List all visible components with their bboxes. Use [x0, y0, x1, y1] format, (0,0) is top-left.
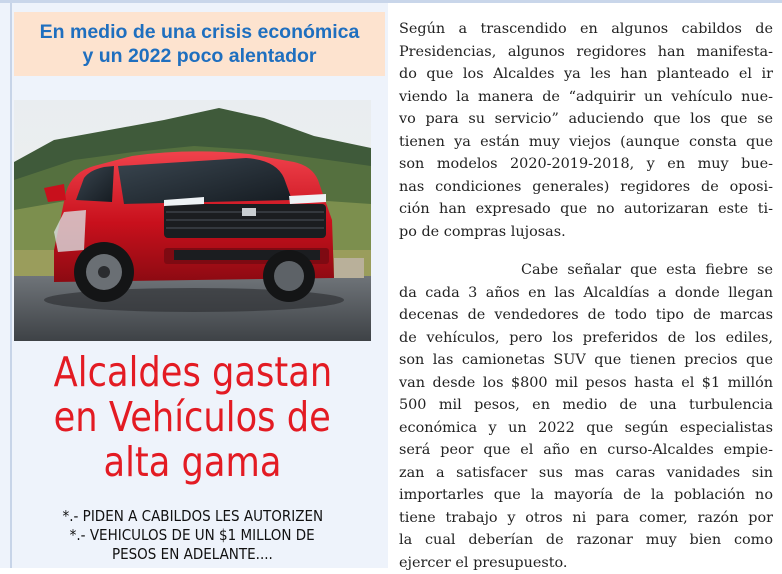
kicker-line-2: y un 2022 poco alentador	[82, 44, 316, 68]
red-suv-photo	[14, 100, 371, 341]
bullet-2: *.- VEHICULOS DE UN $1 MILLON DE	[70, 526, 315, 545]
column-edge-rule	[10, 3, 12, 568]
body-line: decenas de vendedores de todo tipo de marcas	[399, 304, 773, 327]
body-line: 500 mil pesos, en medio de una turbulencia	[399, 394, 773, 417]
body-line: vo para su servicio” aduciendo que los que se	[399, 108, 773, 131]
body-line: son las camionetas SUV que tienen precios que	[399, 349, 773, 372]
bullet-2-continued: PESOS EN ADELANTE....	[112, 545, 273, 564]
body-line: ejercer el presupuesto.	[399, 552, 773, 574]
body-line: son modelos 2020-2019-2018, y en muy bue-	[399, 153, 773, 176]
bullet-1: *.- PIDEN A CABILDOS LES AUTORIZEN	[62, 507, 323, 526]
body-line: zan a satisfacer sus mas caras vanidades sin	[399, 462, 773, 485]
body-line: será peor que el año en curso-Alcaldes empie-	[399, 439, 773, 462]
paragraph-2	[399, 259, 773, 574]
body-line: nas condiciones generales) regidores de oposi-	[399, 176, 773, 199]
body-line: po de compras lujosas.	[399, 221, 773, 244]
subheadline-bullets	[14, 507, 371, 564]
body-line: viendo la manera de “adquirir un vehículo nue-	[399, 86, 773, 109]
kicker-headline	[14, 12, 385, 76]
main-headline-line-1: Alcaldes gastan	[53, 350, 332, 395]
body-line: ción han expresado que no autorizaran este ti-	[399, 198, 773, 221]
body-line: tiene trabajo y otros ni para comer, razón por	[399, 507, 773, 530]
body-line: importarles que la mayoría de la población no	[399, 484, 773, 507]
body-line: de vehículos, pero los preferidos de los ediles,	[399, 327, 773, 350]
body-line: Según a trascendido en algunos cabildos de	[399, 18, 773, 41]
paragraph-1	[399, 18, 773, 243]
kicker-line-1: En medio de una crisis económica	[40, 20, 360, 44]
main-headline-line-2: en Vehículos de	[54, 395, 331, 440]
body-line: van desde los $800 mil pesos hasta el $1 millón	[399, 372, 773, 395]
article-body	[399, 18, 773, 564]
body-line: Presidencias, algunos regidores han manifesta-	[399, 41, 773, 64]
body-line: da cada 3 años en las Alcaldías a donde llegan	[399, 282, 773, 305]
body-line: económica y un 2022 que según especialistas	[399, 417, 773, 440]
body-line: la cual deberían de razonar muy bien como	[399, 529, 773, 552]
body-line: do que los Alcaldes ya les han planteado el ir	[399, 63, 773, 86]
main-headline	[14, 350, 371, 485]
body-line: tienen ya están muy viejos (aunque consta que	[399, 131, 773, 154]
main-headline-line-3: alta gama	[104, 440, 282, 485]
body-line: Cabe señalar que esta fiebre se	[399, 259, 773, 282]
